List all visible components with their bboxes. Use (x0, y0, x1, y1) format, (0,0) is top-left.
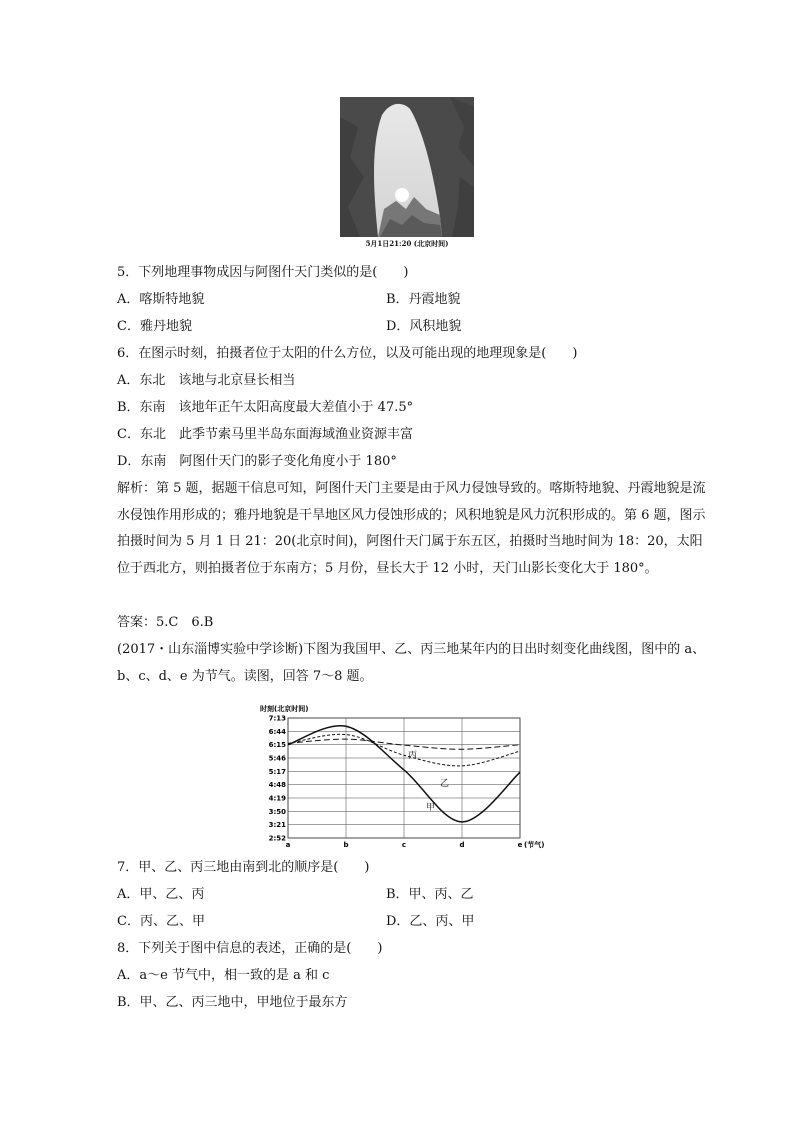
chart-y-tick-label: 3:21 (268, 821, 286, 830)
chart-y-tick-label: 5:17 (268, 767, 286, 776)
q6-option-c: C．东北 此季节索马里半岛东面海域渔业资源丰富 (117, 427, 413, 442)
q7-option-c: C．丙、乙、甲 (117, 914, 205, 929)
chart-x-tick-label: c (401, 841, 407, 849)
photo-caption: 5月1日21:20 (北京时间) (365, 239, 449, 248)
chart-y-tick-label: 4:48 (268, 781, 286, 790)
q7-option-a: A．甲、乙、丙 (117, 887, 205, 902)
q7-stem: 7．甲、乙、丙三地由南到北的顺序是( ) (117, 860, 370, 875)
chart-y-axis-label: 时刻(北京时间) (260, 705, 309, 713)
q5-stem: 5．下列地理事物成因与阿图什天门类似的是( ) (117, 265, 409, 280)
analysis-paragraph: 解析：第 5 题，据题干信息可知，阿图什天门主要是由于风力侵蚀导致的。喀斯特地貌、丹霞地貌是流水侵蚀作用形成的；雅丹地貌是干旱地区风力侵蚀形成的；风积地貌是风力沉积形成的。第 6 题，图示拍摄时间为 5 月 1 日 21：20(北京时间)，阿图什天门属于东五区，拍摄时当地时间为 18：20，太阳位于西北方，则拍摄者位于东南方；5 月份，昼长大于 12 小时，天门山影长变化大于 180°。 (117, 481, 706, 576)
chart-y-tick-label: 4:19 (268, 794, 286, 803)
q5-option-b: B．丹霞地貌 (386, 292, 461, 307)
q5-option-a: A．喀斯特地貌 (117, 292, 205, 307)
q5-option-d: D．风积地貌 (386, 319, 462, 334)
chart-y-tick-label: 3:50 (268, 807, 286, 816)
chart-y-tick-label: 6:15 (268, 741, 286, 750)
tianmen-photo (340, 97, 474, 237)
chart-x-axis-label: (节气) (524, 841, 545, 849)
q6-option-a: A．东北 该地与北京昼长相当 (117, 373, 296, 388)
chart-y-tick-label: 7:13 (268, 714, 286, 723)
chart-x-tick-label: b (343, 841, 349, 849)
answer-line: 答案：5.C 6.B (117, 615, 214, 630)
q6-stem: 6．在图示时刻，拍摄者位于太阳的什么方位，以及可能出现的地理现象是( ) (117, 346, 578, 361)
chart-series-label: 丙 (408, 751, 418, 761)
chart-x-tick-label: e (517, 841, 523, 849)
chart-series-label: 乙 (440, 779, 450, 789)
chart-y-tick-label: 6:44 (268, 727, 286, 736)
q8-stem: 8．下列关于图中信息的表述，正确的是( ) (117, 941, 383, 956)
q8-option-a: A．a～e 节气中，相一致的是 a 和 c (117, 968, 330, 983)
q8-option-b: B．甲、乙、丙三地中，甲地位于最东方 (117, 995, 348, 1010)
q5-option-c: C．雅丹地貌 (117, 319, 192, 334)
q6-option-d: D．东南 阿图什天门的影子变化角度小于 180° (117, 454, 397, 469)
chart-x-tick-label: d (459, 841, 465, 849)
chart-series-label: 甲 (426, 803, 436, 813)
sunrise-chart (258, 702, 558, 854)
chart-x-tick-label: a (285, 841, 291, 849)
intro-paragraph: (2017・山东淄博实验中学诊断)下图为我国甲、乙、丙三地某年内的日出时刻变化曲线图，图中的 a、b、c、d、e 为节气。读图，回答 7～8 题。 (117, 642, 706, 684)
chart-y-tick-label: 2:52 (268, 834, 286, 843)
q6-option-b: B．东南 该地年正午太阳高度最大差值小于 47.5° (117, 400, 414, 415)
q7-option-d: D．乙、丙、甲 (386, 914, 475, 929)
q7-option-b: B．甲、丙、乙 (386, 887, 474, 902)
chart-y-tick-label: 5:46 (268, 754, 286, 763)
